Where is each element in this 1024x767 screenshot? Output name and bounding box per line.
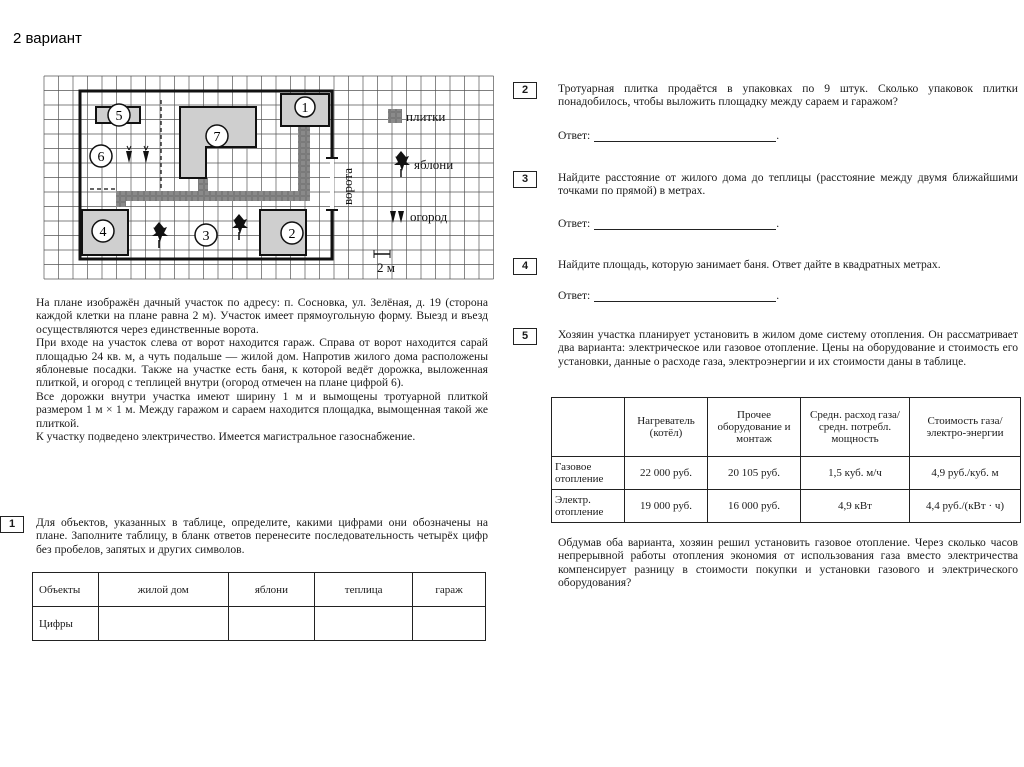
object-cell: теплица (315, 573, 413, 607)
table-header-cell: Прочее оборудование и монтаж (708, 398, 801, 457)
table-cell: 20 105 руб. (708, 457, 801, 490)
table-cell: 16 000 руб. (708, 490, 801, 523)
marker-4 (92, 220, 114, 242)
gate-label: ворота (340, 168, 355, 205)
intro-paragraph: Все дорожки внутри участка имеют ширину 1 м и вымощены тротуарной плиткой размером 1 м × 1 м. Между гаражом и сараем находится площадка, вымощенная такой же плиткой. (36, 389, 488, 430)
tile-path-left (116, 191, 126, 207)
question-5-followup: Обдумав оба варианта, хозяин решил установить газовое отопление. Через сколько часов непрерывной работы отопления экономия от использования газа вместо электричества компенсирует разницу в стоимости покупки и установки газового и электрического оборудования? (558, 536, 1018, 590)
table-row (33, 573, 486, 607)
legend-tiles-label: плитки (406, 109, 446, 124)
table-cell: 22 000 руб. (625, 457, 708, 490)
answer-field[interactable] (594, 217, 776, 230)
question-3-text: Найдите расстояние от жилого дома до теплицы (расстояние между двумя ближайшими точками по прямой) в метрах. (558, 171, 1018, 198)
marker-1-label: 1 (301, 101, 309, 116)
legend-apple-trees-label: яблони (414, 157, 454, 172)
table-header-cell: Средн. расход газа/ средн. потребл. мощность (801, 398, 910, 457)
table-header-cell: Нагреватель (котёл) (625, 398, 708, 457)
question-4-number: 4 (513, 258, 537, 275)
question-2-number: 2 (513, 82, 537, 99)
marker-2 (281, 222, 303, 244)
table-row (552, 490, 1021, 523)
marker-3 (195, 224, 217, 246)
digit-answer-cell[interactable] (413, 607, 486, 641)
question-1-number: 1 (0, 516, 24, 533)
marker-3-label: 3 (202, 229, 210, 244)
question-3-answer[interactable]: Ответ: . (558, 217, 780, 230)
object-cell: жилой дом (99, 573, 229, 607)
intro-paragraph: На плане изображён дачный участок по адресу: п. Сосновка, ул. Зелёная, д. 19 (сторона каждой клетки на плане равна 2 м). Участок имеет прямоугольную форму. Выезд и въезд осуществляются через единственные ворота. (36, 296, 488, 336)
object-cell: яблони (228, 573, 315, 607)
marker-4-label: 4 (99, 225, 107, 240)
marker-6-label: 6 (97, 150, 105, 165)
scale-label: 2 м (377, 260, 395, 275)
question-3-number: 3 (513, 171, 537, 188)
digit-answer-cell[interactable] (228, 607, 315, 641)
table-header-row (552, 398, 1021, 457)
marker-2-label: 2 (288, 227, 296, 242)
answer-field[interactable] (594, 129, 776, 142)
answer-label: Ответ: (558, 289, 591, 302)
legend-tile-swatch (388, 109, 402, 123)
marker-7-label: 7 (213, 130, 221, 145)
legend-apple-tree-icon (394, 151, 410, 177)
table-cell: 4,9 руб./куб. м (910, 457, 1021, 490)
question-5-text: Хозяин участка планирует установить в жилом доме систему отопления. Он рассматривает два варианта: электрическое или газовое отопление. Цены на оборудование и стоимость его установки, данные о расходе газа, электроэнергии и их стоимости даны в таблице. (558, 328, 1018, 368)
object-cell: гараж (413, 573, 486, 607)
intro-paragraph: К участку подведено электричество. Имеется магистральное газоснабжение. (36, 430, 416, 444)
tile-path-main (116, 191, 308, 201)
table-cell: Газовое отопление (552, 457, 625, 490)
tile-path-vertical (298, 127, 310, 201)
digits-row-label: Цифры (33, 607, 99, 641)
answer-field[interactable] (594, 289, 776, 302)
table-cell: 4,9 кВт (801, 490, 910, 523)
table-row (552, 457, 1021, 490)
digit-answer-cell[interactable] (99, 607, 229, 641)
intro-paragraph: При входе на участок слева от ворот находится гараж. Справа от ворот находится сарай площадью 24 кв. м, а чуть подальше — жилой дом. Напротив жилого дома расположены яблоневые посадки. Также на участке есть баня, к которой ведёт дорожка, выложенная плиткой, и огород с теплицей внутри (огород отмечен на плане цифрой 6). (36, 336, 488, 390)
site-plan (30, 70, 500, 292)
heating-table (551, 397, 1021, 523)
table-header-cell: Стоимость газа/электро-энергии (910, 398, 1021, 457)
tile-path-house (198, 178, 208, 194)
question-5-number: 5 (513, 328, 537, 345)
objects-table (32, 572, 486, 641)
table-cell: Электр. отопление (552, 490, 625, 523)
marker-5-label: 5 (115, 109, 123, 124)
marker-7 (206, 125, 228, 147)
table-header-cell (552, 398, 625, 457)
question-4-text: Найдите площадь, которую занимает баня. Ответ дайте в квадратных метрах. (558, 258, 941, 271)
table-row (33, 607, 486, 641)
answer-label: Ответ: (558, 217, 591, 230)
variant-title: 2 вариант (13, 30, 82, 47)
marker-1 (295, 97, 315, 117)
plan-description (36, 296, 488, 443)
answer-label: Ответ: (558, 129, 591, 142)
marker-5 (108, 104, 130, 126)
question-4-answer[interactable]: Ответ: . (558, 289, 780, 302)
legend-garden-label: огород (410, 209, 448, 224)
question-2-text: Тротуарная плитка продаётся в упаковках по 9 штук. Сколько упаковок плитки понадобилось, чтобы выложить площадку между сараем и гаражом? (558, 82, 1018, 109)
objects-row-label: Объекты (33, 573, 99, 607)
digit-answer-cell[interactable] (315, 607, 413, 641)
question-2-answer[interactable]: Ответ: . (558, 129, 780, 142)
table-cell: 19 000 руб. (625, 490, 708, 523)
marker-6 (90, 145, 112, 167)
question-1-text: Для объектов, указанных в таблице, определите, какими цифрами они обозначены на плане. Заполните таблицу, в бланк ответов перенесите последовательность четырёх цифр без пробелов, запятых и других символов. (36, 516, 488, 556)
table-cell: 4,4 руб./(кВт · ч) (910, 490, 1021, 523)
table-cell: 1,5 куб. м/ч (801, 457, 910, 490)
